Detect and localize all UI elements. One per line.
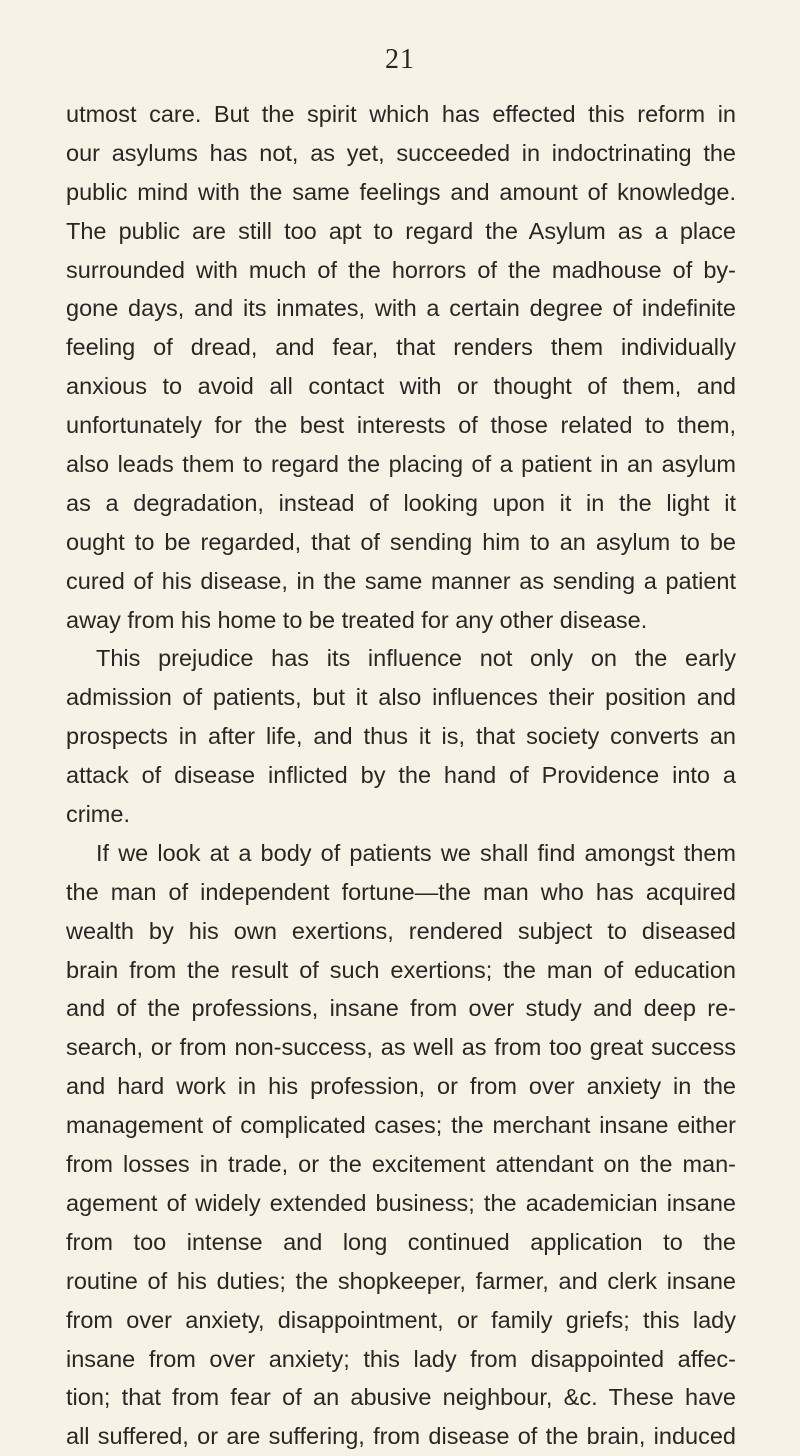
text-line: and hard work in his profession, or from over anxiety in the — [66, 1073, 736, 1100]
text-line: wealth by his own exertions, rendered subject to diseased — [66, 917, 736, 944]
text-line: attack of disease inflicted by the hand of Providence into a — [66, 762, 736, 789]
text-line: insane from over anxiety; this lady from disappointed affec- — [66, 1345, 736, 1372]
text-line: routine of his duties; the shopkeeper, farmer, and clerk insane — [66, 1267, 736, 1294]
page-number: 21 — [385, 44, 415, 75]
text-line: management of complicated cases; the merchant insane either — [66, 1112, 736, 1139]
text-line: also leads them to regard the placing of a patient in an asylum — [66, 451, 736, 478]
text-line: brain from the result of such exertions; the man of education — [66, 956, 736, 983]
text-line: surrounded with much of the horrors of the madhouse of by- — [66, 256, 736, 283]
text-line: from losses in trade, or the excitement attendant on the man- — [66, 1151, 736, 1178]
text-line: tion; that from fear of an abusive neighbour, &c. These have — [66, 1384, 736, 1411]
text-line: unfortunately for the best interests of those related to them, — [66, 412, 736, 439]
text-line: admission of patients, but it also influences their position and — [66, 684, 736, 711]
text-line: anxious to avoid all contact with or thought of them, and — [66, 373, 736, 400]
text-line: search, or from non-success, as well as from too great success — [66, 1034, 736, 1061]
text-line: cured of his disease, in the same manner as sending a patient — [66, 567, 736, 594]
text-line: The public are still too apt to regard the Asylum as a place — [66, 217, 736, 244]
text-line: This prejudice has its influence not only on the early — [96, 645, 736, 672]
text-line: prospects in after life, and thus it is, that society converts an — [66, 723, 736, 750]
text-line: from too intense and long continued application to the — [66, 1228, 736, 1255]
text-line: and of the professions, insane from over study and deep re- — [66, 995, 736, 1022]
text-line: as a degradation, instead of looking upon it in the light it — [66, 489, 736, 516]
text-line: public mind with the same feelings and amount of knowledge. — [66, 178, 736, 205]
body-text — [66, 95, 736, 1456]
text-line: ought to be regarded, that of sending him to an asylum to be — [66, 528, 736, 555]
text-line: from over anxiety, disappointment, or family griefs; this lady — [66, 1306, 736, 1333]
text-line: gone days, and its inmates, with a certain degree of indefinite — [66, 295, 736, 322]
text-line: the man of independent fortune—the man who has acquired — [66, 878, 736, 905]
text-line: feeling of dread, and fear, that renders them individually — [66, 334, 736, 361]
text-line: agement of widely extended business; the academician insane — [66, 1189, 736, 1216]
text-line: away from his home to be treated for any other disease. — [66, 606, 648, 633]
text-line: our asylums has not, as yet, succeeded in indoctrinating the — [66, 139, 736, 166]
text-line: utmost care. But the spirit which has effected this reform in — [66, 101, 736, 127]
text-line: all suffered, or are suffering, from disease of the brain, induced — [66, 1423, 736, 1450]
text-line: If we look at a body of patients we shall find amongst them — [96, 839, 736, 866]
text-line: crime. — [66, 801, 130, 828]
